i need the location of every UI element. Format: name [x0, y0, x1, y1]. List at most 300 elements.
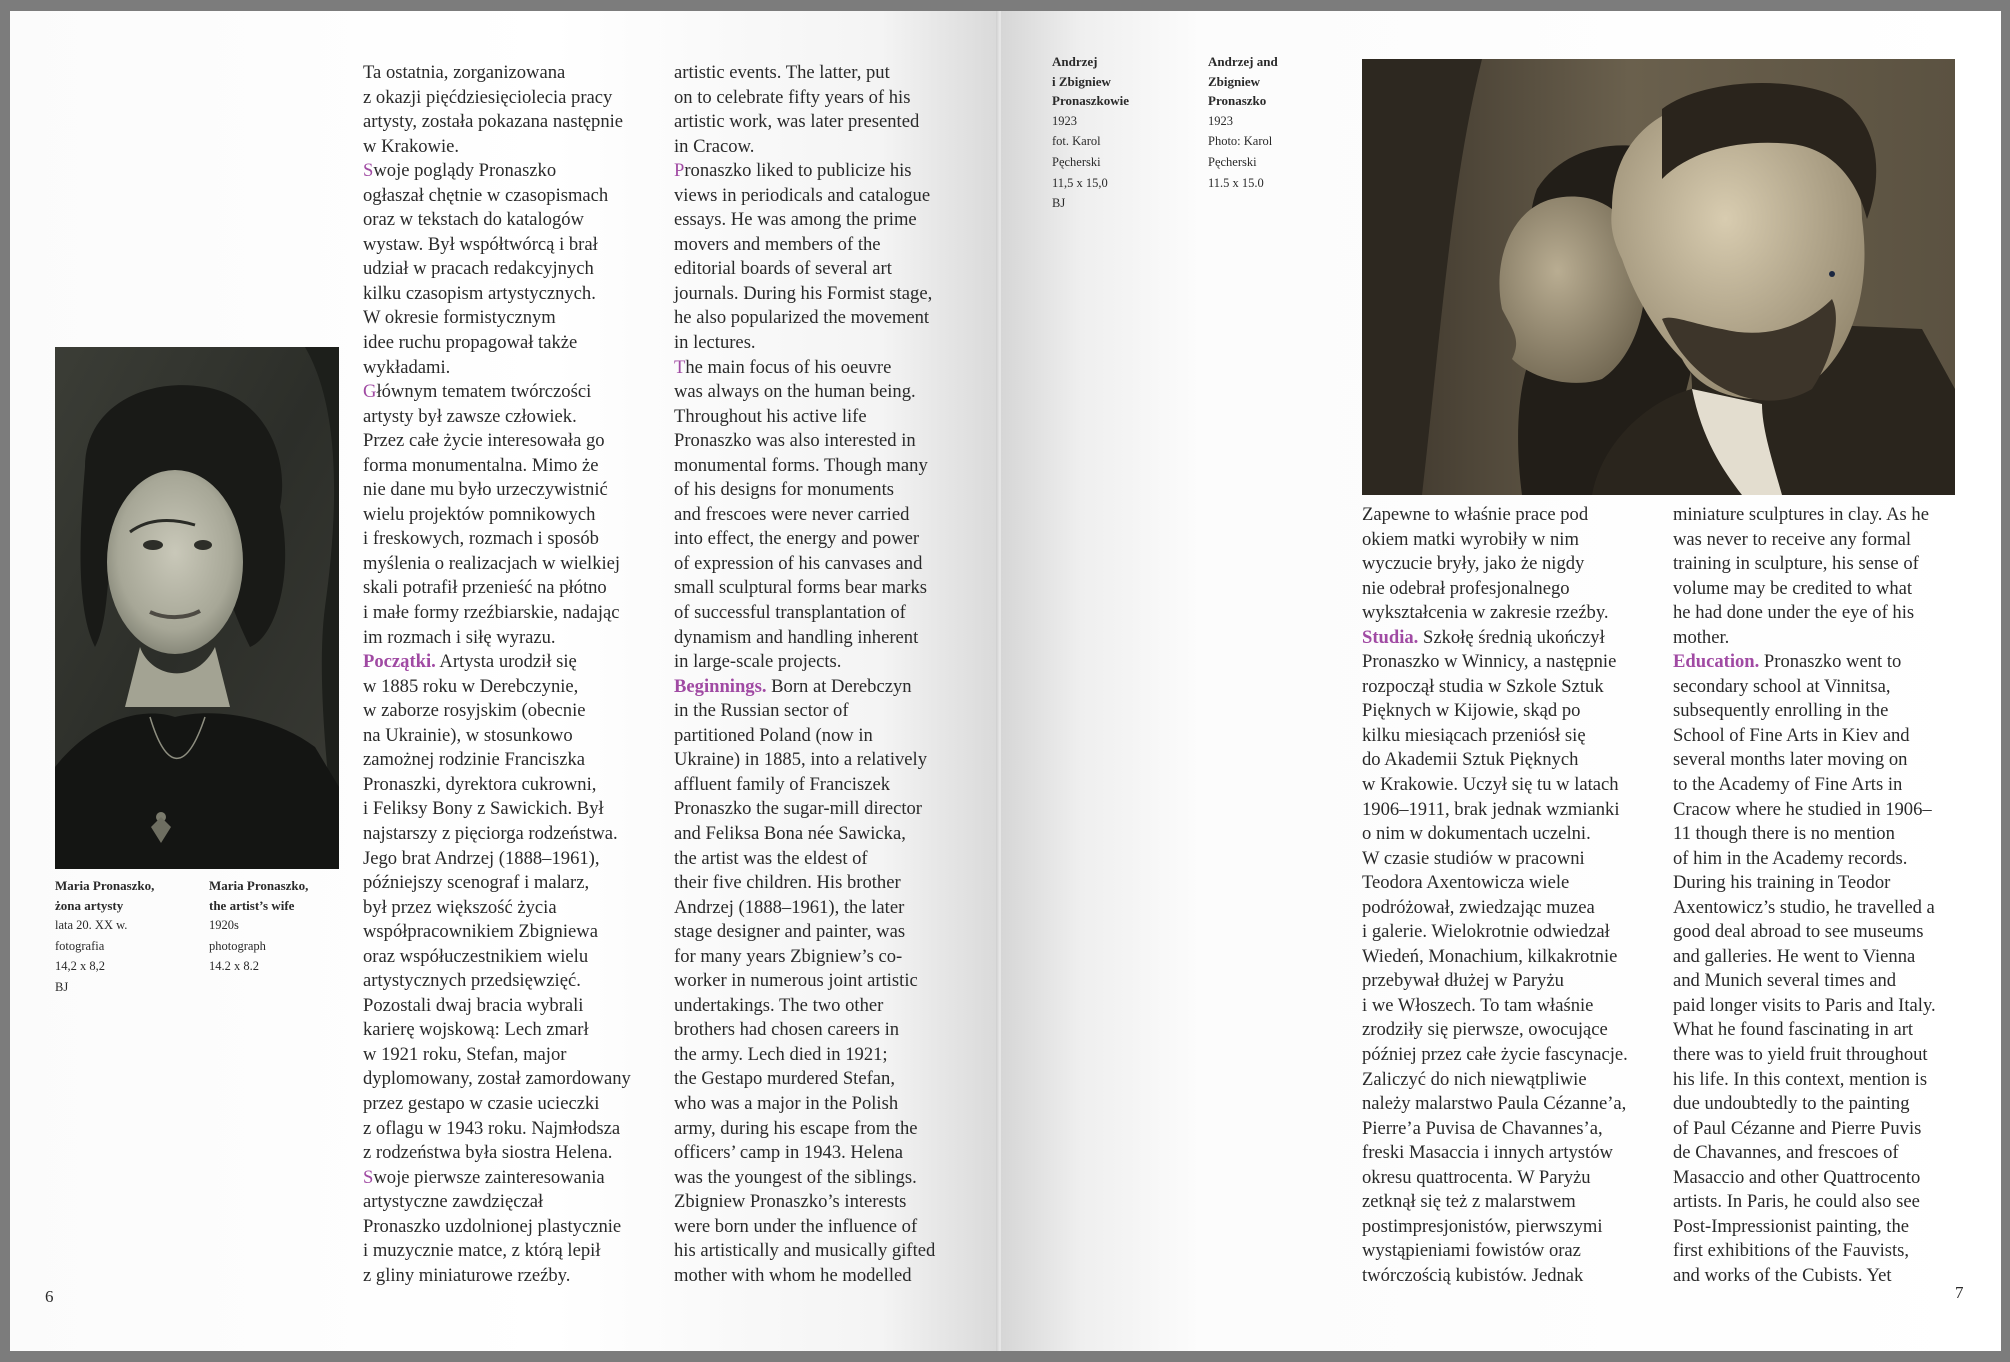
text-line	[674, 1018, 935, 1043]
text-run: okiem matki wyrobiły w nim	[1362, 528, 1579, 550]
text-run: do Akademii Sztuk Pięknych	[1362, 749, 1579, 771]
text-line	[674, 699, 935, 724]
drop-initial: S	[363, 1166, 374, 1188]
text-line	[363, 527, 631, 552]
text-line	[674, 896, 935, 921]
text-run: to the Academy of Fine Arts in	[1673, 774, 1903, 796]
text-run: zamożnej rodzinie Franciszka	[363, 749, 585, 771]
drop-initial: P	[674, 160, 685, 182]
text-run: i freskowych, rozmach i sposób	[363, 528, 599, 550]
caption-date: 1923	[1208, 113, 1233, 128]
text-line	[1673, 822, 1936, 847]
text-line	[1362, 626, 1628, 651]
text-line	[1673, 675, 1936, 700]
caption-title: Pronaszko	[1208, 93, 1267, 109]
text-run: w zaborze rosyjskim (obecnie	[363, 700, 586, 722]
text-line	[363, 208, 631, 233]
text-line	[674, 724, 935, 749]
text-line	[674, 61, 935, 86]
text-line	[363, 748, 631, 773]
text-run: nie odebrał profesjonalnego	[1362, 577, 1570, 599]
text-run: Pronaszko was also interested in	[674, 430, 916, 452]
text-line	[363, 797, 631, 822]
text-run: Zapewne to właśnie prace pod	[1362, 504, 1589, 525]
text-run: 11 though there is no mention	[1673, 823, 1895, 845]
text-line	[674, 773, 935, 798]
text-run: their five children. His brother	[674, 872, 901, 894]
portrait-photo	[55, 347, 339, 869]
text-run: in lectures.	[674, 332, 756, 354]
text-line	[363, 871, 631, 896]
caption-title: żona artysty	[55, 897, 124, 913]
text-run: there was to yield fruit throughout	[1673, 1044, 1928, 1066]
text-line	[1673, 1215, 1936, 1240]
text-run: nie dane mu było urzeczywistnić	[363, 479, 608, 501]
text-line	[363, 503, 631, 528]
text-line	[1673, 1166, 1936, 1191]
text-line	[674, 233, 935, 258]
body-text-polish	[363, 61, 631, 1288]
text-run: his life. In this context, mention is	[1673, 1068, 1928, 1090]
text-run: Wiedeń, Monachium, kilkakrotnie	[1362, 945, 1618, 967]
text-line	[1362, 1264, 1628, 1289]
text-line	[1673, 1264, 1936, 1289]
text-run: W czasie studiów w pracowni	[1362, 847, 1585, 869]
caption-dimensions: 14,2 x 8,2	[55, 959, 105, 974]
text-line	[674, 356, 935, 381]
text-line	[674, 380, 935, 405]
text-run: mother with whom he modelled	[674, 1264, 912, 1286]
text-line	[674, 650, 935, 675]
text-line	[674, 945, 935, 970]
text-line	[674, 331, 935, 356]
section-heading: Education.	[1673, 651, 1760, 673]
text-line	[363, 257, 631, 282]
text-line	[363, 699, 631, 724]
text-line	[363, 1166, 631, 1191]
text-line	[674, 871, 935, 896]
text-line	[363, 626, 631, 651]
text-run: w 1885 roku w Derebczynie,	[363, 675, 579, 697]
text-run: był przez większość życia	[363, 896, 557, 918]
text-run: i galerie. Wielokrotnie odwiedzał	[1362, 921, 1610, 943]
text-run: his artistically and musically gifted	[674, 1240, 936, 1262]
text-run: Cracow where he studied in 1906–	[1673, 798, 1932, 820]
page-number: 6	[45, 1287, 54, 1306]
text-line	[1673, 1239, 1936, 1264]
text-line	[674, 1215, 935, 1240]
body-text-english	[1673, 503, 1936, 1289]
text-line	[674, 86, 935, 111]
caption-title: Maria Pronaszko,	[209, 878, 309, 893]
text-line	[1362, 1166, 1628, 1191]
text-line	[1362, 1215, 1628, 1240]
text-line	[674, 454, 935, 479]
text-line	[1362, 1117, 1628, 1142]
text-line	[674, 797, 935, 822]
caption-title: Zbigniew	[1208, 73, 1261, 89]
text-run: z okazji pięćdziesięciolecia pracy	[363, 86, 613, 108]
text-run: Ta ostatnia, zorganizowana	[363, 62, 566, 83]
section-heading: Początki.	[363, 651, 436, 673]
text-run: rozpoczął studia w Szkole Sztuk	[1362, 675, 1604, 697]
text-line	[674, 306, 935, 331]
text-run: najstarszy z pięciorga rodzeństwa.	[363, 822, 618, 844]
text-line	[1673, 773, 1936, 798]
text-run: późniejszy scenograf i malarz,	[363, 872, 590, 894]
text-run: of successful transplantation of	[674, 602, 906, 624]
text-line	[1362, 1068, 1628, 1093]
text-run: freski Masaccia i innych artystów	[1362, 1142, 1613, 1164]
page-number: 7	[1955, 1283, 1964, 1302]
text-run: artistic events. The latter, put	[674, 62, 890, 83]
portrait-caption-polish	[55, 876, 154, 998]
text-line	[1673, 1190, 1936, 1215]
text-line	[363, 1141, 631, 1166]
text-line	[674, 626, 935, 651]
text-line	[1673, 871, 1936, 896]
text-run: idee ruchu propagował także	[363, 332, 578, 354]
text-line	[363, 945, 631, 970]
caption-medium: photograph	[209, 938, 266, 953]
text-run: officers’ camp in 1943. Helena	[674, 1142, 904, 1164]
text-line	[363, 920, 631, 945]
text-run: editorial boards of several art	[674, 258, 892, 280]
text-run: im rozmach i siłę wyrazu.	[363, 626, 556, 648]
text-run: myślenia o realizacjach w wielkiej	[363, 552, 621, 574]
brothers-image	[1362, 59, 1955, 495]
text-line	[1673, 528, 1936, 553]
text-run: in Cracow.	[674, 135, 755, 157]
text-line	[363, 896, 631, 921]
text-run: of his designs for monuments	[674, 479, 895, 501]
text-run: Post-Impressionist painting, the	[1673, 1215, 1910, 1237]
text-line	[1362, 1018, 1628, 1043]
text-run: ronaszko liked to publicize his	[684, 160, 912, 182]
caption-date: lata 20. XX w.	[55, 918, 128, 933]
text-run: of expression of his canvases and	[674, 552, 923, 574]
photo-caption-polish	[1052, 52, 1129, 214]
right-page	[1001, 11, 2001, 1351]
text-line	[674, 135, 935, 160]
text-run: Przez całe życie interesowała go	[363, 430, 605, 452]
text-line	[674, 1117, 935, 1142]
text-line	[1673, 626, 1936, 651]
text-run: podróżował, zwiedzając muzea	[1362, 896, 1595, 918]
caption-photographer: Photo: Karol	[1208, 134, 1273, 149]
text-run: worker in numerous joint artistic	[674, 970, 918, 992]
text-line	[363, 159, 631, 184]
text-run: were born under the influence of	[674, 1215, 918, 1237]
text-line	[363, 331, 631, 356]
text-run: he main focus of his oeuvre	[685, 356, 892, 378]
text-run: journals. During his Formist stage,	[674, 282, 933, 304]
text-line	[363, 1117, 631, 1142]
text-run: Masaccio and other Quattrocento	[1673, 1166, 1921, 1188]
text-run: monumental forms. Though many	[674, 454, 928, 476]
text-line	[363, 822, 631, 847]
text-run: skali potrafił przenieść na płótno	[363, 577, 607, 599]
text-run: artysty, została pokazana następnie	[363, 111, 624, 133]
text-run: the Gestapo murdered Stefan,	[674, 1068, 895, 1090]
text-line	[674, 748, 935, 773]
text-run: training in sculpture, his sense of	[1673, 553, 1919, 575]
text-run: okresu quattrocenta. W Paryżu	[1362, 1166, 1591, 1188]
text-line	[674, 552, 935, 577]
caption-date: 1920s	[209, 918, 239, 933]
text-line	[674, 1141, 935, 1166]
text-run: Pięknych w Kijowie, skąd po	[1362, 700, 1581, 722]
text-line	[674, 1043, 935, 1068]
text-line	[1673, 896, 1936, 921]
text-run: później przez całe życie fascynacje.	[1362, 1044, 1628, 1066]
portrait-caption-english	[209, 876, 308, 977]
text-run: Jego brat Andrzej (1888–1961),	[363, 847, 600, 869]
text-line	[363, 1092, 631, 1117]
text-run: good deal abroad to see museums	[1673, 921, 1924, 943]
text-line	[363, 576, 631, 601]
text-run: Andrzej (1888–1961), the later	[674, 896, 905, 918]
text-run: W okresie formistycznym	[363, 307, 556, 329]
text-run: due undoubtedly to the painting	[1673, 1093, 1910, 1115]
text-run: Zbigniew Pronaszko’s interests	[674, 1191, 907, 1213]
text-line	[1362, 896, 1628, 921]
text-run: i Feliksy Bony z Sawickich. Był	[363, 798, 604, 820]
text-run: Zaliczyć do nich niewątpliwie	[1362, 1068, 1587, 1090]
text-run: artysty był zawsze człowiek.	[363, 405, 577, 427]
body-text-polish	[1362, 503, 1628, 1289]
text-run: woje poglądy Pronaszko	[373, 160, 557, 182]
text-line	[1362, 847, 1628, 872]
text-line	[363, 356, 631, 381]
text-run: karierę wojskową: Lech zmarł	[363, 1019, 589, 1041]
text-run: na Ukrainie), w stosunkowo	[363, 724, 573, 746]
text-run: w Krakowie. Uczył się tu w latach	[1362, 774, 1619, 796]
caption-dimensions: 14.2 x 8.2	[209, 959, 259, 974]
text-run: z rodzeństwa była siostra Helena.	[363, 1142, 613, 1164]
text-run: Ukraine) in 1885, into a relatively	[674, 749, 928, 771]
text-line	[1673, 969, 1936, 994]
text-line	[1362, 748, 1628, 773]
text-run: z gliny miniaturowe rzeźby.	[363, 1264, 571, 1286]
text-line	[1362, 920, 1628, 945]
caption-title: the artist’s wife	[209, 897, 295, 913]
caption-photographer: Pęcherski	[1052, 154, 1101, 169]
text-run: Pierre’a Puvisa de Chavannes’a,	[1362, 1117, 1603, 1139]
text-run: artistic work, was later presented	[674, 111, 920, 133]
text-line	[1673, 601, 1936, 626]
text-line	[363, 478, 631, 503]
text-run: wyczucie bryły, jako że nigdy	[1362, 553, 1585, 575]
text-run: artystyczne zawdzięczał	[363, 1191, 544, 1213]
text-line	[1673, 577, 1936, 602]
text-line	[1362, 724, 1628, 749]
text-run: dyplomowany, został zamordowany	[363, 1068, 631, 1090]
text-line	[363, 601, 631, 626]
text-run: partitioned Poland (now in	[674, 724, 873, 746]
text-line	[674, 969, 935, 994]
text-run: przez gestapo w czasie ucieczki	[363, 1092, 600, 1114]
text-run: Born at Derebczyn	[766, 675, 912, 697]
text-run: i muzycznie matce, z którą lepił	[363, 1240, 601, 1262]
text-run: forma monumentalna. Mimo że	[363, 454, 599, 476]
text-run: essays. He was among the prime	[674, 209, 917, 231]
text-line	[1362, 994, 1628, 1019]
text-line	[1673, 503, 1936, 528]
text-run: School of Fine Arts in Kiev and	[1673, 724, 1910, 746]
text-run: Pronaszko went to	[1759, 651, 1902, 673]
text-line	[1673, 1141, 1936, 1166]
text-run: z oflagu w 1943 roku. Najmłodsza	[363, 1117, 621, 1139]
text-line	[363, 1067, 631, 1092]
text-run: Pronaszko the sugar-mill director	[674, 798, 922, 820]
text-line	[363, 994, 631, 1019]
text-run: During his training in Teodor	[1673, 872, 1891, 894]
text-line	[363, 724, 631, 749]
text-line	[674, 1092, 935, 1117]
text-line	[1673, 1068, 1936, 1093]
text-line	[363, 552, 631, 577]
text-line	[1362, 1190, 1628, 1215]
text-run: wykładami.	[363, 356, 451, 378]
text-run: views in periodicals and catalogue	[674, 184, 931, 206]
text-line	[1362, 871, 1628, 896]
text-run: and galleries. He went to Vienna	[1673, 945, 1916, 967]
text-run: he had done under the eye of his	[1673, 602, 1915, 624]
text-line	[363, 650, 631, 675]
text-run: i we Włoszech. To tam właśnie	[1362, 994, 1594, 1016]
text-run: twórczością kubistów. Jednak	[1362, 1264, 1584, 1286]
text-run: Axentowicz’s studio, he travelled a	[1673, 896, 1935, 918]
caption-title: Maria Pronaszko,	[55, 878, 155, 893]
text-line	[1673, 1043, 1936, 1068]
text-line	[1673, 748, 1936, 773]
text-run: for many years Zbigniew’s co-	[674, 945, 903, 967]
text-line	[674, 429, 935, 454]
text-line	[674, 405, 935, 430]
text-line	[674, 110, 935, 135]
text-line	[1673, 798, 1936, 823]
text-line	[1362, 773, 1628, 798]
text-line	[1673, 724, 1936, 749]
text-run: oraz w tekstach do katalogów	[363, 209, 584, 231]
text-line	[674, 920, 935, 945]
text-line	[1362, 1043, 1628, 1068]
text-run: 1906–1911, brak jednak wzmianki	[1362, 798, 1620, 820]
text-line	[674, 1067, 935, 1092]
text-run: of him in the Academy records.	[1673, 847, 1908, 869]
text-line	[674, 847, 935, 872]
caption-dimensions: 11,5 x 15,0	[1052, 175, 1108, 190]
text-run: wykształcenia w zakresie rzeźby.	[1362, 602, 1609, 624]
text-run: artystycznych przedsięwzięć.	[363, 970, 581, 992]
caption-title: i Zbigniew	[1052, 73, 1111, 89]
text-line	[363, 454, 631, 479]
text-run: army, during his escape from the	[674, 1117, 918, 1139]
text-run: was the youngest of the siblings.	[674, 1166, 917, 1188]
caption-title: Andrzej and	[1208, 54, 1278, 69]
text-run: należy malarstwo Paula Cézanne’a,	[1362, 1093, 1627, 1115]
text-line	[363, 405, 631, 430]
text-line	[363, 773, 631, 798]
text-line	[363, 429, 631, 454]
text-run: on to celebrate fifty years of his	[674, 86, 911, 108]
text-run: i małe formy rzeźbiarskie, nadając	[363, 602, 620, 624]
text-line	[363, 1018, 631, 1043]
text-run: wystaw. Był współtwórcą i brał	[363, 233, 598, 255]
text-run: the army. Lech died in 1921;	[674, 1043, 888, 1065]
text-run: into effect, the energy and power	[674, 528, 920, 550]
caption-photographer: Pęcherski	[1208, 154, 1257, 169]
text-run: miniature sculptures in clay. As he	[1673, 504, 1929, 525]
text-line	[1673, 699, 1936, 724]
text-line	[1362, 1239, 1628, 1264]
text-line	[674, 675, 935, 700]
text-run: paid longer visits to Paris and Italy.	[1673, 994, 1936, 1016]
portrait-image	[55, 347, 339, 869]
brothers-photo	[1362, 59, 1955, 495]
text-run: współpracownikiem Zbigniewa	[363, 921, 598, 943]
text-run: and works of the Cubists. Yet	[1673, 1264, 1892, 1286]
text-run: was never to receive any formal	[1673, 528, 1911, 550]
text-line	[674, 184, 935, 209]
text-line	[363, 135, 631, 160]
text-run: and Munich several times and	[1673, 970, 1897, 992]
text-run: kilku miesiącach przeniósł się	[1362, 724, 1586, 746]
text-run: o nim w dokumentach uczelni.	[1362, 823, 1591, 845]
text-run: movers and members of the	[674, 233, 881, 255]
text-line	[1362, 969, 1628, 994]
drop-initial: S	[363, 160, 374, 182]
text-line	[363, 110, 631, 135]
text-run: subsequently enrolling in the	[1673, 700, 1889, 722]
text-line	[363, 675, 631, 700]
text-run: ogłaszał chętnie w czasopismach	[363, 184, 609, 206]
text-run: Artysta urodził się	[435, 651, 577, 673]
caption-title: Andrzej	[1052, 54, 1098, 69]
text-line	[363, 86, 631, 111]
text-run: artists. In Paris, he could also see	[1673, 1191, 1920, 1213]
text-run: wielu projektów pomnikowych	[363, 503, 596, 525]
left-page	[10, 11, 1000, 1351]
text-line	[363, 233, 631, 258]
text-line	[674, 257, 935, 282]
text-run: who was a major in the Polish	[674, 1092, 899, 1114]
text-run: several months later moving on	[1673, 749, 1908, 771]
section-heading: Studia.	[1362, 626, 1419, 648]
text-line	[363, 1190, 631, 1215]
text-line	[674, 1264, 935, 1289]
text-run: dynamism and handling inherent	[674, 626, 919, 648]
text-run: wystąpieniami fowistów oraz	[1362, 1240, 1581, 1262]
text-run: Pozostali dwaj bracia wybrali	[363, 994, 584, 1016]
text-line	[674, 527, 935, 552]
text-line	[1362, 528, 1628, 553]
text-line	[1673, 847, 1936, 872]
text-run: przebywał dłużej w Paryżu	[1362, 970, 1564, 992]
text-line	[1673, 1117, 1936, 1142]
text-run: zrodziły się pierwsze, owocujące	[1362, 1019, 1608, 1041]
text-line	[674, 1166, 935, 1191]
text-line	[363, 184, 631, 209]
text-run: first exhibitions of the Fauvists,	[1673, 1240, 1910, 1262]
text-run: of Paul Cézanne and Pierre Puvis	[1673, 1117, 1922, 1139]
text-line	[1673, 994, 1936, 1019]
text-run: Pronaszko uzdolnionej plastycznie	[363, 1215, 622, 1237]
text-line	[674, 994, 935, 1019]
text-line	[363, 1239, 631, 1264]
text-run: mother.	[1673, 626, 1730, 648]
